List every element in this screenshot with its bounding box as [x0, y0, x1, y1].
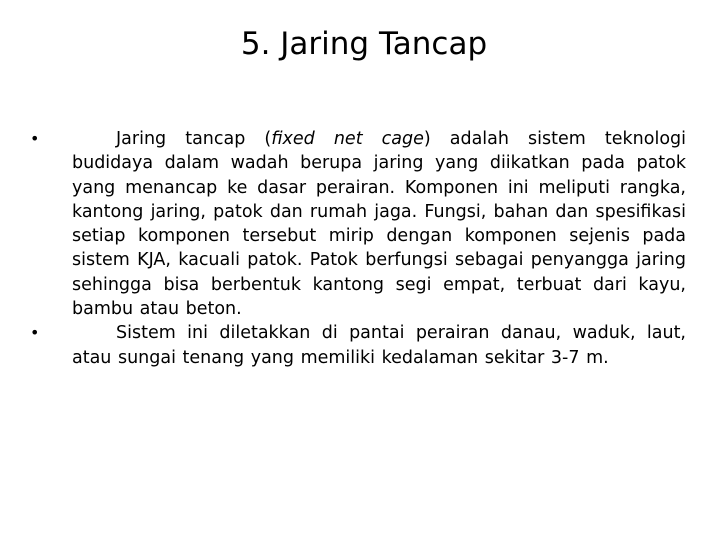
- bullet-item-jaring-tancap: [30, 127, 686, 321]
- bullet-marker: •: [30, 323, 40, 343]
- italic-term: fixed net cage: [271, 129, 424, 149]
- bullet-list: [30, 127, 686, 370]
- slide-title: 5. Jaring Tancap: [240, 26, 488, 62]
- paragraph-text: [72, 129, 686, 319]
- paragraph-text-after: ) adalah sistem teknologi budidaya dalam wadah berupa jaring yang diikatkan pada patok yang menancap ke dasar perairan. Komponen ini meliputi rangka, kantong jaring, patok dan rumah jaga. Fungsi, bahan dan spesifikasi setiap komponen tersebut mirip dengan komponen sejenis pada sistem KJA, kacuali patok. Patok berfungsi sebagai penyangga jaring sehingga bisa berbentuk kantong segi empat, terbuat dari kayu, bambu atau beton.: [72, 129, 686, 320]
- bullet-item-lokasi: [30, 321, 686, 370]
- paragraph-body: Sistem ini diletakkan di pantai perairan danau, waduk, laut, atau sungai tenang yang memiliki kedalaman sekitar 3-7 m.: [72, 323, 686, 368]
- paragraph-text: [72, 323, 686, 367]
- paragraph-text-before: Jaring tancap (: [116, 129, 272, 149]
- bullet-marker: •: [30, 129, 40, 148]
